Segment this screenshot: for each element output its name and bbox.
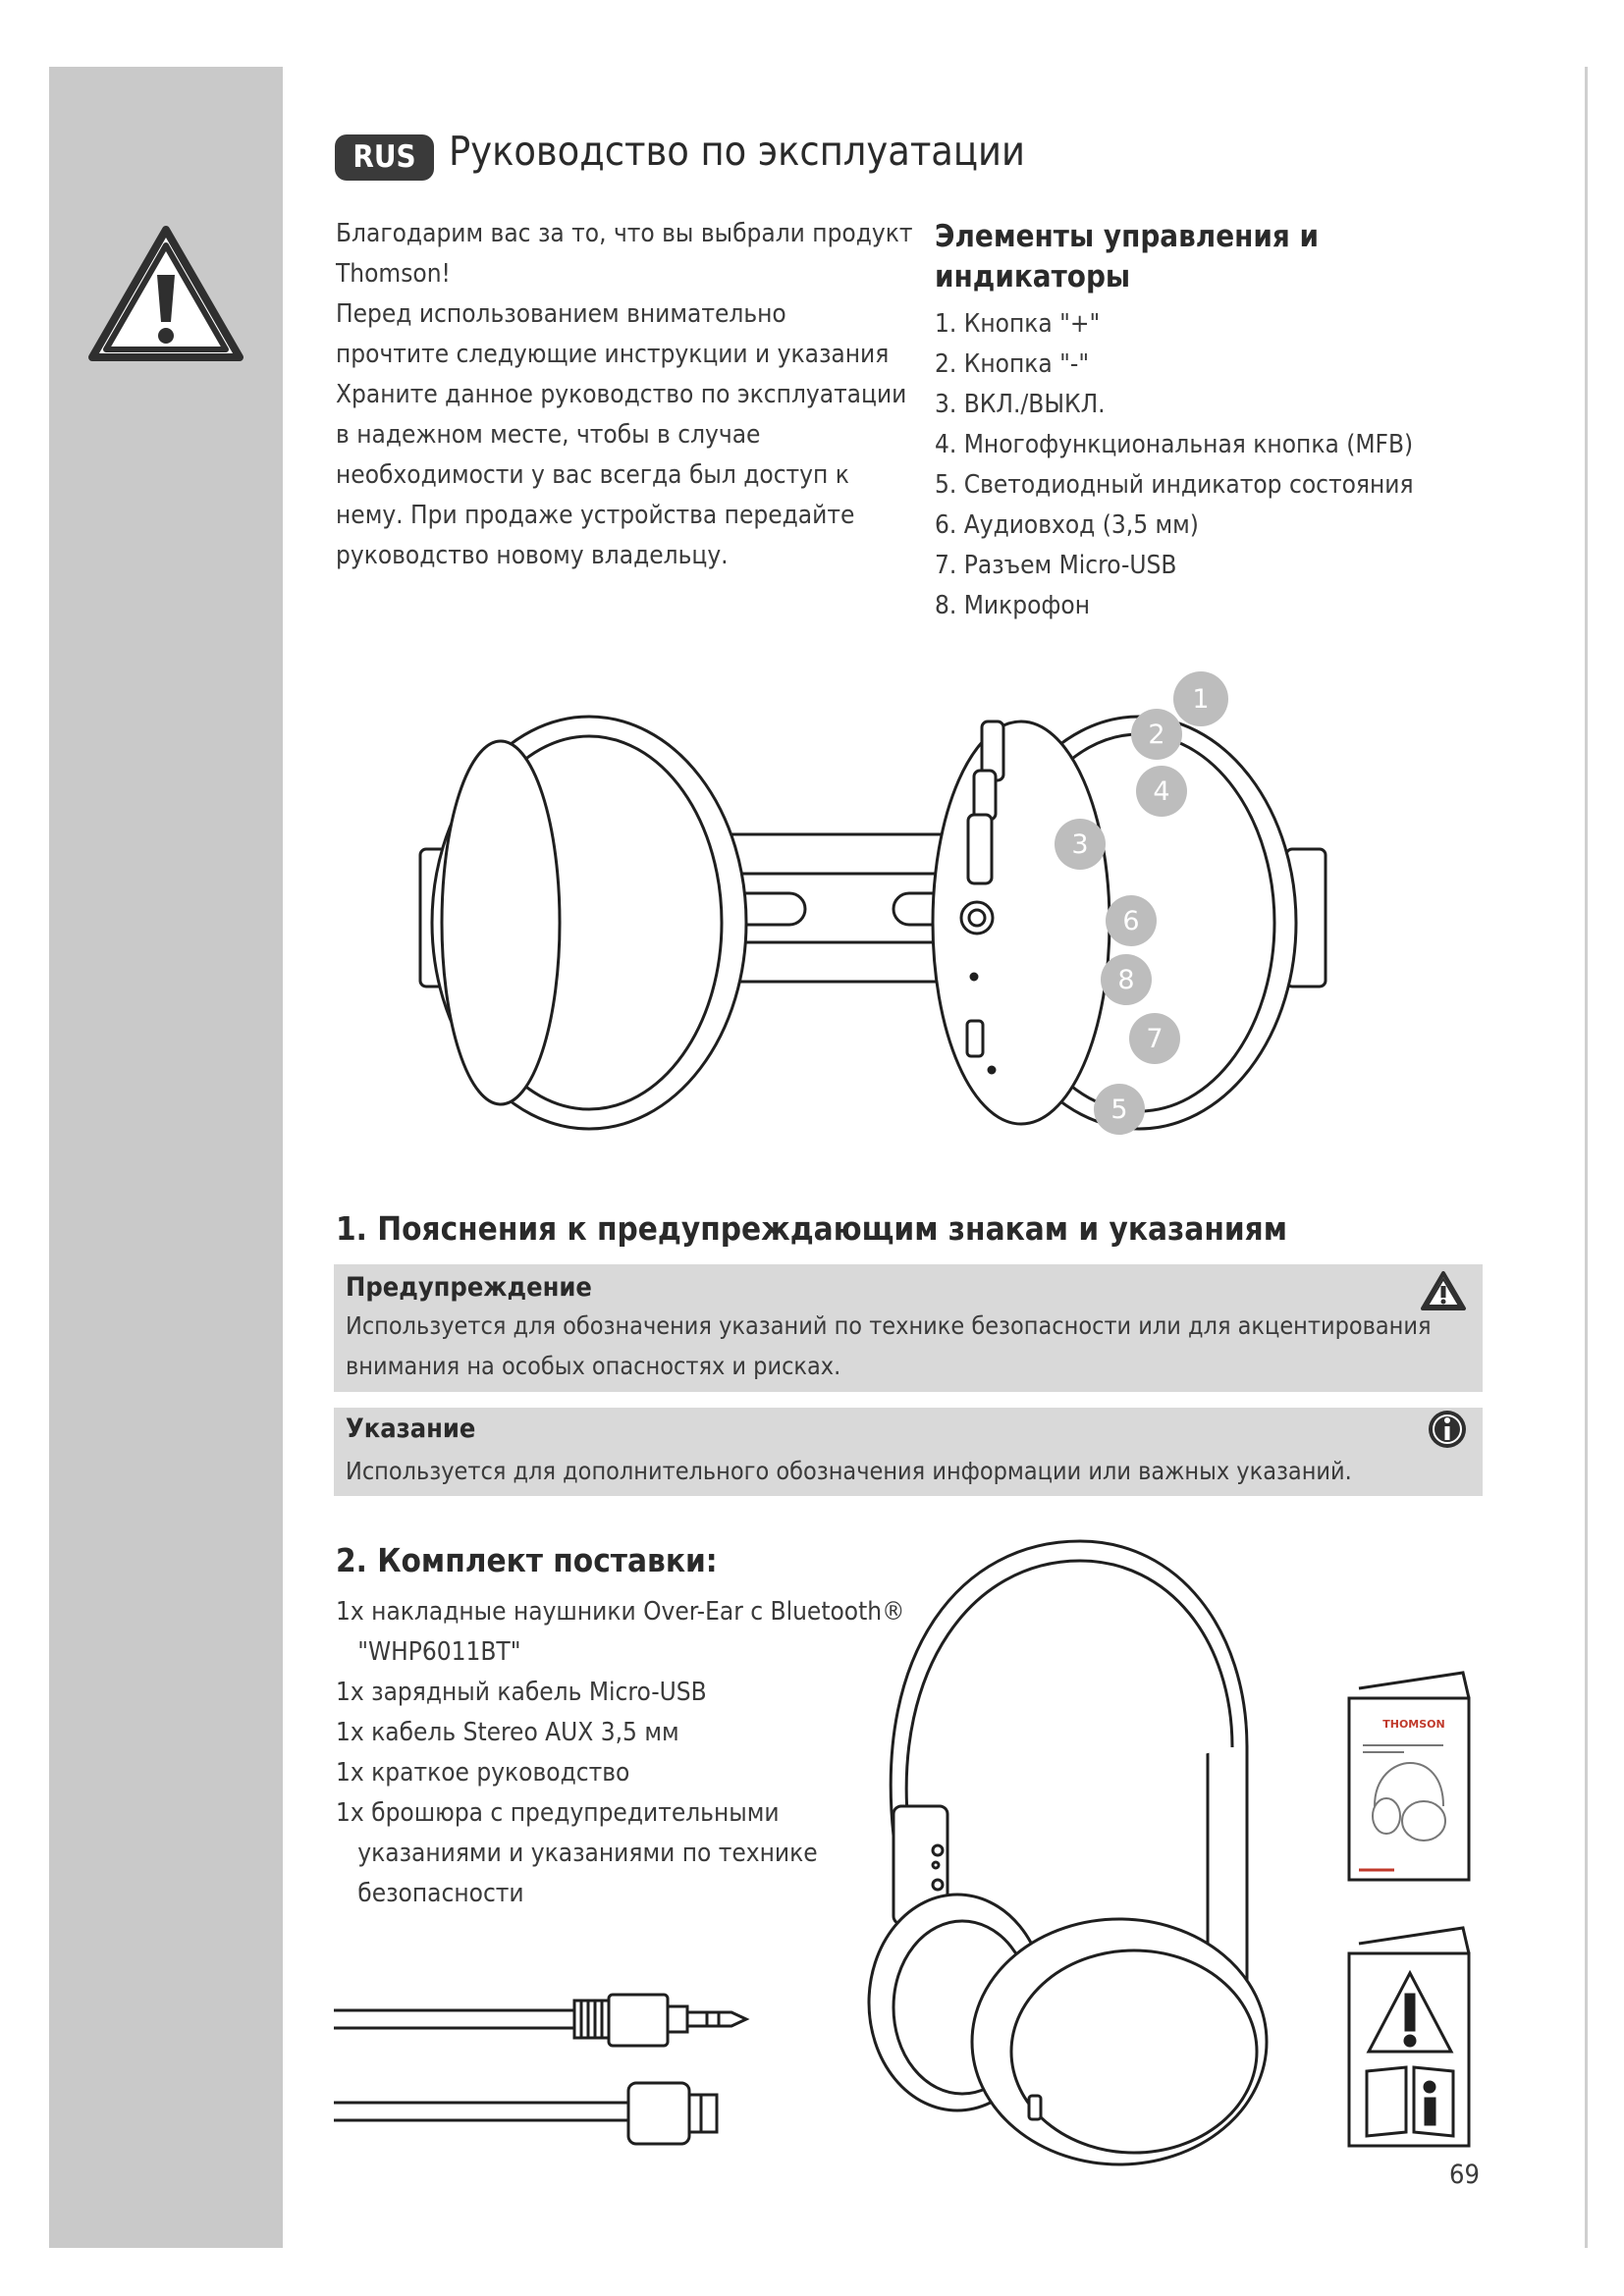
list-item: 1. Кнопка "+" <box>935 309 1101 339</box>
package-list <box>336 1592 905 1914</box>
list-item: 1x кабель Stereo AUX 3,5 мм <box>336 1718 679 1747</box>
list-item: 3. ВКЛ./ВЫКЛ. <box>935 390 1106 419</box>
callout-label: 3 <box>1071 829 1089 860</box>
intro-paragraph <box>336 214 945 576</box>
controls-heading-line: индикаторы <box>935 259 1131 294</box>
list-item: указаниями и указаниями по технике <box>336 1839 818 1868</box>
note-box <box>334 1408 1483 1496</box>
warning-text: внимания на особых опасностях и рисках. <box>346 1352 841 1380</box>
list-item: 1x накладные наушники Over-Ear с Bluetooth® <box>336 1597 905 1627</box>
callout-label: 7 <box>1146 1024 1164 1054</box>
cables-illustration <box>334 1993 785 2160</box>
list-item: 2. Кнопка "-" <box>935 349 1090 379</box>
language-badge: RUS <box>335 134 434 181</box>
list-item: 8. Микрофон <box>935 591 1091 620</box>
note-text: Используется для дополнительного обозначения информации или важных указаний. <box>346 1457 1352 1485</box>
intro-line: Благодарим вас за то, что вы выбрали продукт <box>336 219 913 248</box>
intro-line: руководство новому владельцу. <box>336 541 729 570</box>
callout-label: 2 <box>1148 720 1165 750</box>
page-title: Руководство по эксплуатации <box>449 128 1025 175</box>
safety-brochure <box>1345 1924 1483 2152</box>
list-item: 1x краткое руководство <box>336 1758 630 1788</box>
controls-heading <box>935 217 1319 297</box>
section-heading: 1. Пояснения к предупреждающим знакам и указаниям <box>336 1209 1287 1248</box>
warning-title: Предупреждение <box>346 1272 592 1303</box>
intro-line: необходимости у вас всегда был доступ к <box>336 460 849 490</box>
callout-label: 1 <box>1192 684 1210 715</box>
note-title: Указание <box>346 1414 476 1444</box>
callout-label: 6 <box>1122 906 1140 936</box>
intro-line: Thomson! <box>336 259 451 289</box>
list-item: 1x брошюра с предупредительными <box>336 1798 780 1828</box>
list-item: 6. Аудиовход (3,5 мм) <box>935 510 1199 540</box>
list-item: безопасности <box>336 1879 524 1908</box>
warning-triangle-icon <box>86 224 245 365</box>
warning-text: Используется для обозначения указаний по технике безопасности или для акцентирования <box>346 1311 1432 1340</box>
controls-heading-line: Элементы управления и <box>935 219 1320 254</box>
intro-line: Храните данное руководство по эксплуатации <box>336 380 907 409</box>
info-icon <box>1426 1408 1469 1451</box>
page-number: 69 <box>1449 2160 1480 2190</box>
headphones-illustration <box>854 1531 1276 2179</box>
intro-line: в надежном месте, чтобы в случае <box>336 420 761 450</box>
quick-guide-booklet <box>1345 1669 1483 1885</box>
list-item: 4. Многофункциональная кнопка (MFB) <box>935 430 1414 459</box>
list-item: 1x зарядный кабель Micro-USB <box>336 1678 707 1707</box>
callout-label: 5 <box>1110 1095 1128 1125</box>
list-item: 7. Разъем Micro-USB <box>935 551 1177 580</box>
sidebar-band <box>49 67 283 2248</box>
right-rule <box>1585 67 1588 2248</box>
intro-line: прочтите следующие инструкции и указания <box>336 340 890 369</box>
headphones-diagram <box>412 667 1355 1178</box>
callout-label: 4 <box>1153 776 1170 807</box>
warning-box <box>334 1264 1483 1392</box>
intro-line: Перед использованием внимательно <box>336 299 786 329</box>
list-item: 5. Светодиодный индикатор состояния <box>935 470 1414 500</box>
section-heading: 2. Комплект поставки: <box>336 1541 718 1579</box>
booklet-brand: THOMSON <box>1382 1718 1445 1731</box>
intro-line: нему. При продаже устройства передайте <box>336 501 855 530</box>
controls-list <box>935 304 1414 626</box>
list-item: "WHP6011BT" <box>336 1637 521 1667</box>
callout-label: 8 <box>1117 965 1135 995</box>
